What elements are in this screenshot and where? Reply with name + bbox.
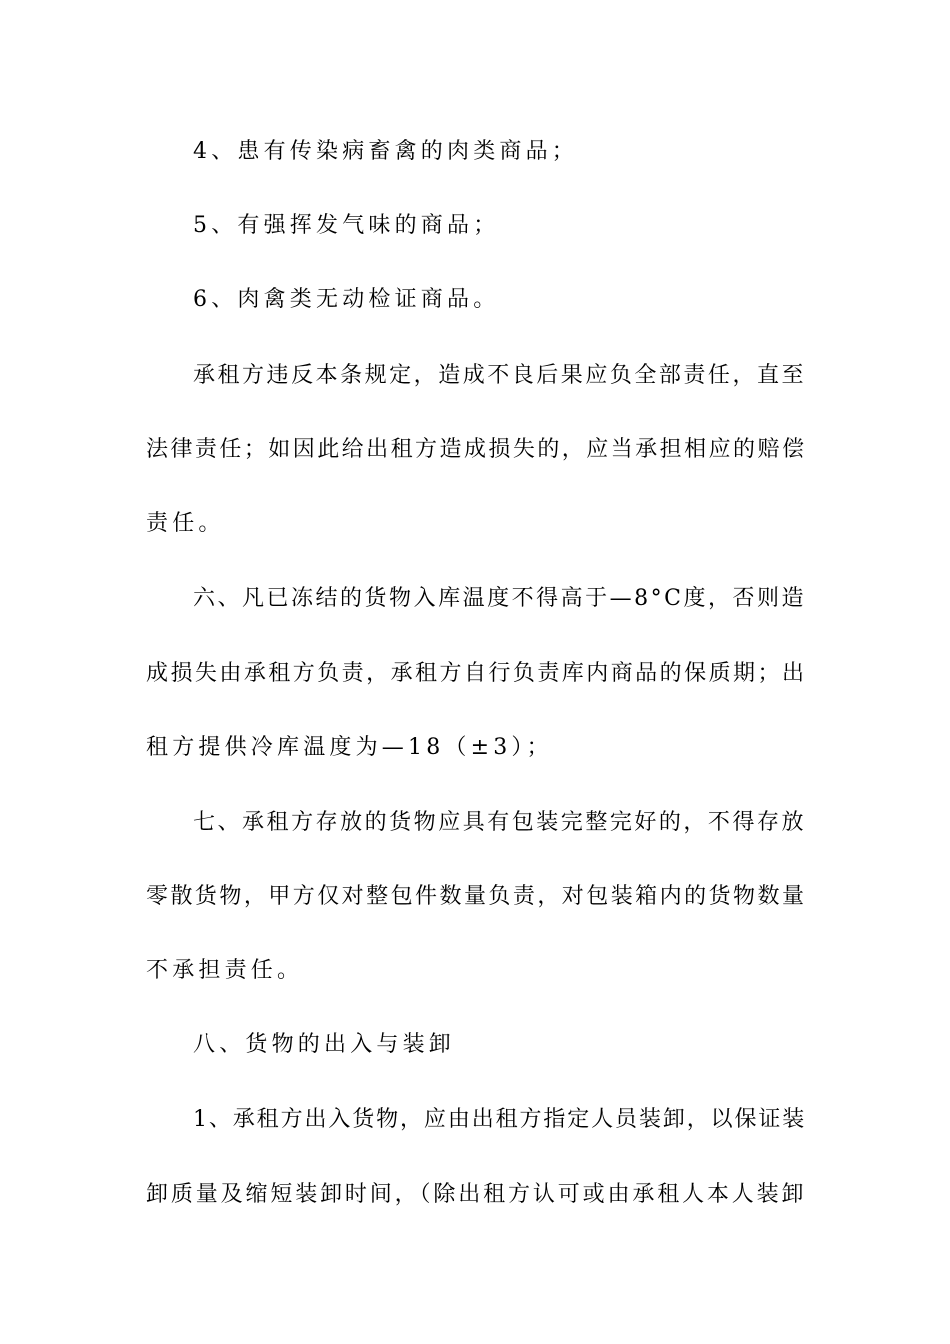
paragraph-line: 承租方违反本条规定，造成不良后果应负全部责任，直至 xyxy=(193,363,807,388)
paragraph-line: 租方提供冷库温度为—18（±3）； xyxy=(146,735,553,760)
paragraph-line: 1、承租方出入货物，应由出租方指定人员装卸，以保证装 xyxy=(193,1107,807,1132)
list-item-6: 6、肉禽类无动检证商品。 xyxy=(193,287,500,312)
section-heading: 八、货物的出入与装卸 xyxy=(193,1032,456,1057)
paragraph-line: 责任。 xyxy=(146,511,225,536)
paragraph-line: 不承担责任。 xyxy=(146,958,304,983)
paragraph-line: 成损失由承租方负责，承租方自行负责库内商品的保质期；出 xyxy=(146,661,807,686)
paragraph-line: 六、凡已冻结的货物入库温度不得高于—8°C度，否则造 xyxy=(193,586,807,611)
paragraph-line: 卸质量及缩短装卸时间，（除出租方认可或由承租人本人装卸 xyxy=(146,1182,807,1207)
list-item-5: 5、有强挥发气味的商品； xyxy=(193,213,500,238)
list-item-4: 4、患有传染病畜禽的肉类商品； xyxy=(193,139,578,164)
paragraph-line: 七、承租方存放的货物应具有包装完整完好的，不得存放 xyxy=(193,810,807,835)
paragraph-line: 法律责任；如因此给出租方造成损失的，应当承担相应的赔偿 xyxy=(146,437,807,462)
paragraph-line: 零散货物，甲方仅对整包件数量负责，对包装箱内的货物数量 xyxy=(146,884,807,909)
